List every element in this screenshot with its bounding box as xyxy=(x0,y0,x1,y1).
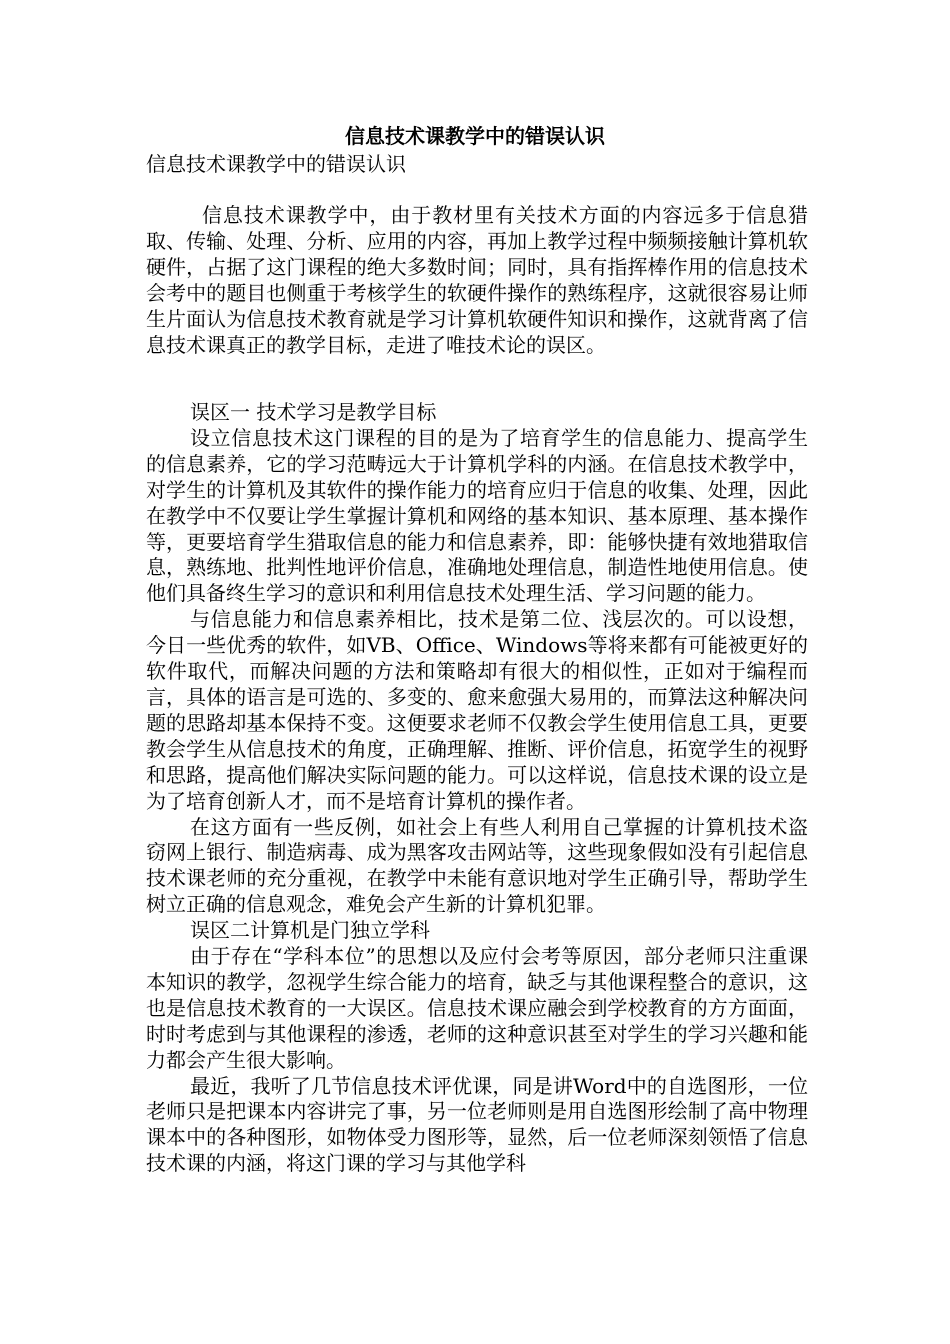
section1-heading: 误区一 技术学习是教学目标 xyxy=(190,400,437,424)
section2-paragraph-1: 由于存在“学科本位”的思想以及应付会考等原因，部分老师只注重课本知识的教学，忽视学生综合能力的培育，缺乏与其他课程整合的意识，这也是信息技术教育的一大误区。信息技术课应融会到学校教育的方方面面，时时考虑到与其他课程的渗透，老师的这种意识甚至对学生的学习兴趣和能力都会产生很大影响。 xyxy=(146,944,808,1072)
section1-paragraph-3: 在这方面有一些反例，如社会上有些人利用自己掌握的计算机技术盗窃网上银行、制造病毒、成为黑客攻击网站等，这些现象假如没有引起信息技术课老师的充分重视，在教学中未能有意识地对学生正确引导，帮助学生树立正确的信息观念，难免会产生新的计算机犯罪。 xyxy=(146,814,808,917)
document-title: 信息技术课教学中的错误认识 xyxy=(345,124,605,148)
document-subtitle: 信息技术课教学中的错误认识 xyxy=(146,152,406,176)
section1-paragraph-1: 设立信息技术这门课程的目的是为了培育学生的信息能力、提高学生的信息素养，它的学习范畴远大于计算机学科的内涵。在信息技术教学中，对学生的计算机及其软件的操作能力的培育应归于信息的收集、处理，因此在教学中不仅要让学生掌握计算机和网络的基本知识、基本原理、基本操作等，更要培育学生猎取信息的能力和信息素养，即：能够快捷有效地猎取信息，熟练地、批判性地评价信息，准确地处理信息，制造性地使用信息。使他们具备终生学习的意识和利用信息技术处理生活、学习问题的能力。 xyxy=(146,425,808,606)
intro-paragraph: 信息技术课教学中，由于教材里有关技术方面的内容远多于信息猎取、传输、处理、分析、应用的内容，再加上教学过程中频频接触计算机软硬件，占据了这门课程的绝大多数时间；同时，具有指挥棒作用的信息技术会考中的题目也侧重于考核学生的软硬件操作的熟练程序，这就很容易让师生片面认为信息技术教育就是学习计算机软硬件知识和操作，这就背离了信息技术课真正的教学目标，走进了唯技术论的误区。 xyxy=(146,203,808,357)
section2-paragraph-2: 最近，我听了几节信息技术评优课，同是讲Word中的自选图形，一位老师只是把课本内容讲完了事，另一位老师则是用自选图形绘制了高中物理课本中的各种图形，如物体受力图形等，显然，后一位老师深刻领悟了信息技术课的内涵，将这门课的学习与其他学科 xyxy=(146,1073,808,1176)
document-body xyxy=(146,400,808,1177)
section1-paragraph-2: 与信息能力和信息素养相比，技术是第二位、浅层次的。可以设想，今日一些优秀的软件，如VB、Office、Windows等将来都有可能被更好的软件取代，而解决问题的方法和策略却有很大的相似性，正如对于编程而言，具体的语言是可选的、多变的、愈来愈强大易用的，而算法这种解决问题的思路却基本保持不变。这便要求老师不仅教会学生使用信息工具，更要教会学生从信息技术的角度，正确理解、推断、评价信息，拓宽学生的视野和思路，提高他们解决实际问题的能力。可以这样说，信息技术课的设立是为了培育创新人才，而不是培育计算机的操作者。 xyxy=(146,607,808,813)
section2-heading: 误区二计算机是门独立学科 xyxy=(190,918,430,943)
